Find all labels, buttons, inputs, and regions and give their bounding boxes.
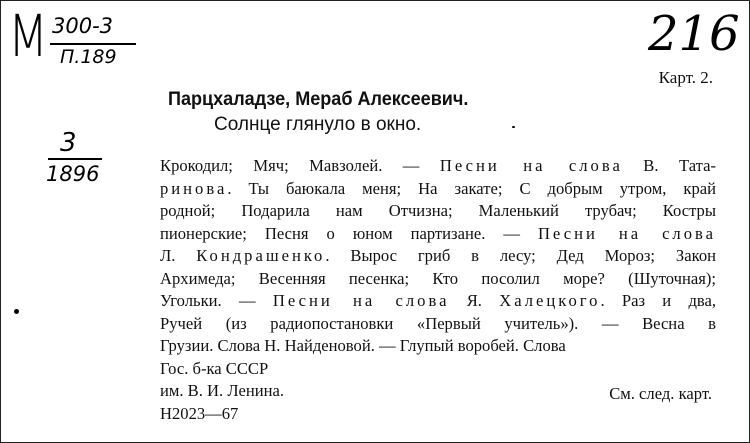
handwritten-letter: M xyxy=(8,2,47,70)
text-segment: пионерские; Песня о юном партизане. — xyxy=(160,223,538,243)
handwritten-number-top: 3 xyxy=(60,128,77,158)
work-title: Солнце глянуло в окно. xyxy=(214,114,422,135)
library-line-2: им. В. И. Ленина. xyxy=(160,381,284,400)
ink-speck xyxy=(512,126,515,128)
author-heading: Парцхаладзе, Мераб Алексеевич. xyxy=(168,89,469,110)
text-segment: Песни на слова xyxy=(439,156,623,175)
text-line xyxy=(160,290,716,313)
text-line xyxy=(160,200,716,223)
text-line xyxy=(160,155,716,178)
text-segment: Грузии. Слова Н. Найденовой. — Глупый воробей. Слова xyxy=(160,336,566,355)
handwritten-year: 1896 xyxy=(46,162,100,186)
card-label: Карт. 2. xyxy=(658,68,713,87)
handwritten-fraction-line xyxy=(48,158,102,160)
text-line xyxy=(160,178,716,201)
text-segment: Песни на слова xyxy=(537,223,716,243)
text-segment: Л. xyxy=(160,246,197,265)
text-segment: ринова xyxy=(160,178,228,198)
text-line xyxy=(160,223,716,246)
text-line xyxy=(160,268,716,291)
text-segment: . Ты баюкала меня; На закате; С добрым утром, край xyxy=(227,178,716,198)
contents-text xyxy=(160,155,716,358)
text-segment: Крокодил; Мяч; Мавзолей. — xyxy=(160,156,440,175)
text-line xyxy=(160,313,716,336)
text-segment: В. Тата- xyxy=(622,156,716,175)
text-segment: Кондрашенко xyxy=(196,246,326,265)
text-segment: Я. xyxy=(449,291,500,310)
text-segment: Ручей (из радиопостановки «Первый учитель»). — Весна в xyxy=(160,313,716,333)
next-card-note: См. след. карт. xyxy=(609,384,712,403)
handwritten-shelfmark-bottom: П.189 xyxy=(60,46,117,68)
text-segment: родной; Подарила нам Отчизна; Маленький трубач; Костры xyxy=(160,201,716,220)
text-segment: Архимеда; Весенняя песенка; Кто посолил море? (Шуточная); xyxy=(160,268,716,288)
text-segment: Халецкого xyxy=(499,291,601,310)
library-line-1: Гос. б-ка СССР xyxy=(160,359,269,378)
text-line xyxy=(160,245,716,268)
ink-dot xyxy=(14,309,19,314)
handwritten-underline xyxy=(50,43,136,45)
library-stamp xyxy=(160,358,284,402)
text-segment: . Вырос гриб в лесу; Дед Мороз; Закон xyxy=(325,246,716,265)
text-line xyxy=(160,335,716,358)
handwritten-shelfmark-top: 300-3 xyxy=(52,14,114,38)
text-segment: Угольки. — xyxy=(160,291,273,310)
card-code: Н2023—67 xyxy=(160,404,239,423)
text-segment: . Раз и два, xyxy=(600,291,717,310)
handwritten-card-number: 216 xyxy=(648,6,740,62)
text-segment: Песни на слова xyxy=(272,291,450,310)
